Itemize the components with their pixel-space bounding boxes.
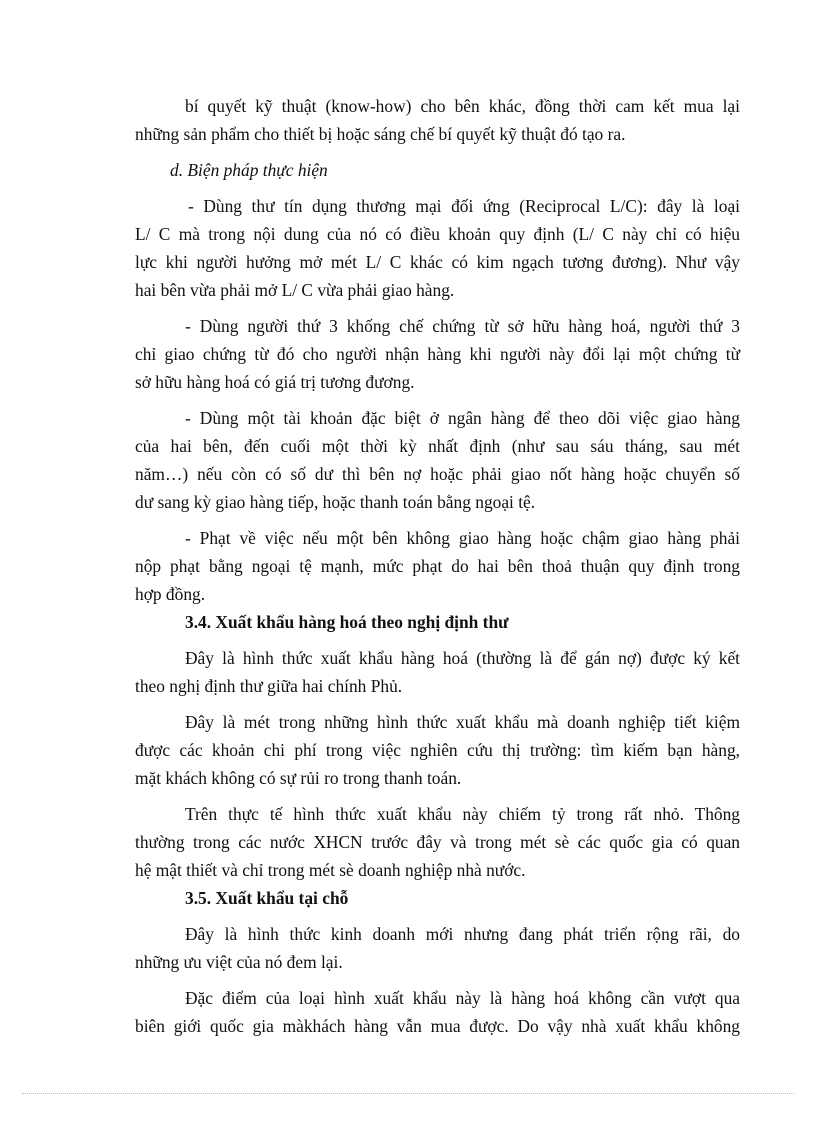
paragraph-line: những ưu việt của nó đem lại. — [135, 952, 343, 972]
paragraph-line: Đây là hình thức kinh doanh mới nhưng đang phát triển rộng rãi, do — [185, 924, 740, 944]
paragraph-line: Đây là mét trong những hình thức xuất khẩu mà doanh nghiệp tiết kiệm — [185, 712, 740, 732]
paragraph-line: năm…) nếu còn có số dư thì bên nợ hoặc phải giao nốt hàng hoặc chuyển số — [135, 464, 740, 484]
paragraph-line: sở hữu hàng hoá có giá trị tương đương. — [135, 372, 415, 392]
paragraph-line: Đây là hình thức xuất khẩu hàng hoá (thường là để gán nợ) được ký kết — [185, 648, 740, 668]
paragraph-line: được các khoản chi phí trong việc nghiên cứu thị trường: tìm kiếm bạn hàng, — [135, 740, 740, 760]
paragraph-line: Trên thực tế hình thức xuất khẩu này chiếm tỷ trong rất nhỏ. Thông — [185, 804, 740, 824]
paragraph-line: - Phạt về việc nếu một bên không giao hàng hoặc chậm giao hàng phải — [185, 528, 740, 548]
page-bottom-rule — [22, 1093, 794, 1094]
paragraph-line: L/ C mà trong nội dung của nó có điều khoản quy định (L/ C này chỉ có hiệu — [135, 224, 740, 244]
paragraph-line: lực khi người hưởng mở mét L/ C khác có kim ngạch tương đương). Như vậy — [135, 252, 740, 272]
paragraph-line: mặt khách không có sự rủi ro trong thanh toán. — [135, 768, 462, 788]
paragraph-line: - Dùng một tài khoản đặc biệt ở ngân hàng để theo dõi việc giao hàng — [185, 408, 740, 428]
paragraph-line: biên giới quốc gia màkhách hàng vẫn mua được. Do vậy nhà xuất khẩu không — [135, 1016, 740, 1036]
paragraph-line: hệ mật thiết và chỉ trong mét sè doanh nghiệp nhà nước. — [135, 860, 526, 880]
paragraph-line: của hai bên, đến cuối một thời kỳ nhất định (như sau sáu tháng, sau mét — [135, 436, 740, 456]
paragraph-line: - Dùng người thứ 3 khống chế chứng từ sở hữu hàng hoá, người thứ 3 — [185, 316, 740, 336]
paragraph-line: chỉ giao chứng từ đó cho người nhận hàng khi người này đổi lại một chứng từ — [135, 344, 740, 364]
paragraph-line: bí quyết kỹ thuật (know-how) cho bên khác, đồng thời cam kết mua lại — [185, 96, 740, 116]
subsection-title: d. Biện pháp thực hiện — [170, 160, 328, 180]
section-heading: 3.4. Xuất khẩu hàng hoá theo nghị định thư — [185, 612, 509, 632]
paragraph-line: thường trong các nước XHCN trước đây và trong mét sè các quốc gia có quan — [135, 832, 740, 852]
paragraph-line: Đặc điểm của loại hình xuất khẩu này là hàng hoá không cần vượt qua — [185, 988, 740, 1008]
paragraph-line: những sản phẩm cho thiết bị hoặc sáng chế bí quyết kỹ thuật đó tạo ra. — [135, 124, 626, 144]
paragraph-line: dư sang kỳ giao hàng tiếp, hoặc thanh toán bằng ngoại tệ. — [135, 492, 536, 512]
paragraph-line: hợp đồng. — [135, 584, 206, 604]
section-heading: 3.5. Xuất khẩu tại chỗ — [185, 888, 349, 908]
document-page — [135, 92, 740, 1040]
paragraph-line: hai bên vừa phải mở L/ C vừa phải giao hàng. — [135, 280, 455, 300]
paragraph-line: - Dùng thư tín dụng thương mại đối ứng (Reciprocal L/C): đây là loại — [188, 196, 740, 216]
paragraph-line: nộp phạt bằng ngoại tệ mạnh, mức phạt do hai bên thoả thuận quy định trong — [135, 556, 740, 576]
paragraph-line: theo nghị định thư giữa hai chính Phủ. — [135, 676, 403, 696]
